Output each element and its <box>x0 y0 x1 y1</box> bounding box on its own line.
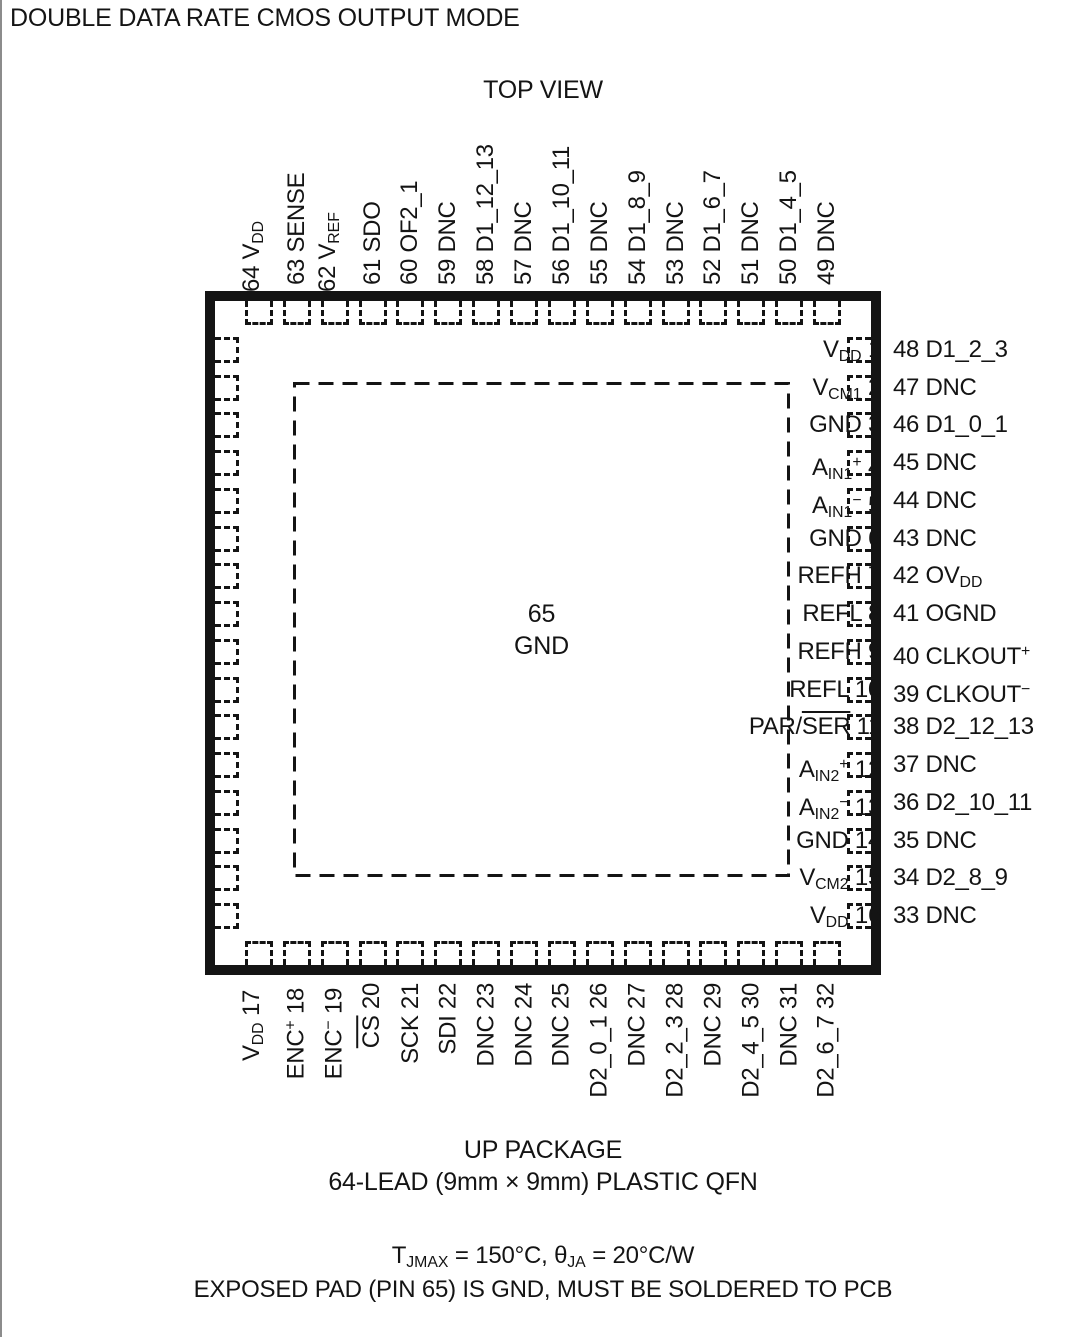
center-pin-number: 65 <box>527 599 556 628</box>
thermal-note: $T_{JMAX} = 150^\circ C$, $\theta_{JA} = 20^\circ C/W$ <box>391 1242 695 1271</box>
label-pin-53: 53 DNC <box>661 201 689 285</box>
label-pin-55: 55 DNC <box>585 201 613 285</box>
pad-pin-39 <box>847 677 871 703</box>
pad-pin-33 <box>847 903 871 929</box>
label-pin-26: D2_0_1 26 <box>585 983 613 1098</box>
pad-pin-60 <box>396 301 424 325</box>
pad-pin-47 <box>847 375 871 401</box>
label-pin-34: 34 D2_8_9 <box>893 864 1008 892</box>
pad-pin-27 <box>624 941 652 965</box>
pad-pin-5 <box>215 488 239 514</box>
pad-pin-31 <box>775 941 803 965</box>
label-pin-9: REFH 9 <box>797 637 881 665</box>
label-pin-46: 46 D1_0_1 <box>893 411 1008 439</box>
label-pin-44: 44 DNC <box>893 486 977 514</box>
pad-pin-55 <box>586 301 614 325</box>
pad-pin-25 <box>548 941 576 965</box>
label-pin-61: 61 SDO <box>358 201 386 285</box>
pad-pin-42 <box>847 563 871 589</box>
page-edge-line <box>0 0 2 1337</box>
label-pin-3: GND 3 <box>809 411 881 439</box>
pad-pin-26 <box>586 941 614 965</box>
pad-pin-45 <box>847 450 871 476</box>
pad-pin-4 <box>215 450 239 476</box>
pad-pin-61 <box>359 301 387 325</box>
label-pin-20: $\overline{CS}$ 20 <box>358 983 386 1049</box>
pad-pin-43 <box>847 526 871 552</box>
pad-pin-10 <box>215 677 239 703</box>
label-pin-57: 57 DNC <box>510 201 538 285</box>
center-pin-name: GND <box>514 631 569 660</box>
pad-pin-36 <box>847 790 871 816</box>
pad-pin-64 <box>245 301 273 325</box>
label-pin-31: DNC 31 <box>775 983 803 1067</box>
label-pin-14: GND 14 <box>796 826 881 854</box>
pad-pin-30 <box>737 941 765 965</box>
label-pin-38: 38 D2_12_13 <box>893 713 1034 741</box>
label-pin-25: DNC 25 <box>547 983 575 1067</box>
pad-pin-11 <box>215 714 239 740</box>
pad-pin-41 <box>847 601 871 627</box>
label-pin-54: 54 D1_8_9 <box>623 170 651 285</box>
label-pin-5: $A_{IN1}^-$ 5 <box>811 491 881 521</box>
label-pin-32: D2_6_7 32 <box>813 983 841 1098</box>
label-pin-64: 64 $V_{DD}$ <box>238 220 267 292</box>
pad-pin-59 <box>434 301 462 325</box>
pad-pin-54 <box>624 301 652 325</box>
label-pin-30: D2_4_5 30 <box>737 983 765 1098</box>
pad-pin-29 <box>699 941 727 965</box>
pad-pin-3 <box>215 412 239 438</box>
pad-pin-14 <box>215 828 239 854</box>
label-pin-10: REFL 10 <box>789 675 881 703</box>
pad-pin-46 <box>847 412 871 438</box>
label-pin-16: $V_{DD}$ 16 <box>809 901 881 931</box>
label-pin-56: 56 D1_10_11 <box>547 145 575 285</box>
label-pin-4: $A_{IN1}^+$ 4 <box>811 454 881 484</box>
pad-pin-16 <box>215 903 239 929</box>
pad-pin-34 <box>847 865 871 891</box>
label-pin-42: 42 $OV_{DD}$ <box>893 562 983 592</box>
pad-pin-52 <box>699 301 727 325</box>
pad-pin-57 <box>510 301 538 325</box>
exposed-pad-label <box>293 382 790 877</box>
exposed-pad-note: EXPOSED PAD (PIN 65) IS GND, MUST BE SOLDERED TO PCB <box>193 1276 893 1303</box>
pad-pin-53 <box>662 301 690 325</box>
label-pin-45: 45 DNC <box>893 449 977 477</box>
pad-pin-7 <box>215 563 239 589</box>
pad-pin-32 <box>813 941 841 965</box>
pad-pin-49 <box>813 301 841 325</box>
pad-pin-23 <box>472 941 500 965</box>
label-pin-51: 51 DNC <box>737 201 765 285</box>
pad-pin-62 <box>321 301 349 325</box>
label-pin-36: 36 D2_10_11 <box>893 788 1033 816</box>
label-pin-52: 52 D1_6_7 <box>699 170 727 285</box>
label-pin-39: 39 CLKOUT− <box>893 680 1031 708</box>
pad-pin-28 <box>662 941 690 965</box>
pad-pin-18 <box>283 941 311 965</box>
pad-pin-38 <box>847 714 871 740</box>
pad-pin-12 <box>215 752 239 778</box>
pad-pin-15 <box>215 865 239 891</box>
pad-pin-35 <box>847 828 871 854</box>
label-pin-17: $V_{DD}$ 17 <box>238 989 267 1062</box>
pad-pin-37 <box>847 752 871 778</box>
pad-pin-13 <box>215 790 239 816</box>
figure-title: DOUBLE DATA RATE CMOS OUTPUT MODE <box>10 4 520 32</box>
label-pin-12: $A_{IN2}^+$ 12 <box>798 755 881 785</box>
label-pin-37: 37 DNC <box>893 751 977 779</box>
pad-pin-9 <box>215 639 239 665</box>
label-pin-15: $V_{CM2}$ 15 <box>799 864 881 894</box>
pad-pin-44 <box>847 488 871 514</box>
label-pin-22: SDI 22 <box>434 983 462 1055</box>
label-pin-18: ENC+ 18 <box>282 987 310 1080</box>
label-pin-29: DNC 29 <box>699 983 727 1067</box>
label-pin-19: ENC− 19 <box>320 987 348 1080</box>
label-pin-1: $V_{DD}$ 1 <box>822 336 881 365</box>
label-pin-2: $V_{CM1}$ 2 <box>812 373 881 403</box>
label-pin-63: 63 SENSE <box>282 172 310 285</box>
label-pin-24: DNC 24 <box>510 983 538 1067</box>
label-pin-60: 60 OF2_1 <box>396 180 424 285</box>
label-pin-49: 49 DNC <box>813 201 840 285</box>
label-pin-47: 47 DNC <box>893 373 977 401</box>
package-name-line2: 64-LEAD (9mm × 9mm) PLASTIC QFN <box>328 1168 758 1196</box>
label-pin-59: 59 DNC <box>434 201 462 285</box>
pad-pin-48 <box>847 337 871 363</box>
label-pin-58: 58 D1_12_13 <box>472 144 500 285</box>
pad-pin-40 <box>847 639 871 665</box>
pad-pin-20 <box>359 941 387 965</box>
label-pin-23: DNC 23 <box>472 983 500 1067</box>
pad-pin-56 <box>548 301 576 325</box>
pad-pin-21 <box>396 941 424 965</box>
label-pin-7: REFH 7 <box>797 562 881 590</box>
pad-pin-50 <box>775 301 803 325</box>
pad-pin-51 <box>737 301 765 325</box>
label-pin-8: REFL 8 <box>802 600 881 628</box>
label-pin-33: 33 DNC <box>893 901 977 929</box>
pad-pin-63 <box>283 301 311 325</box>
label-pin-21: SCK 21 <box>396 983 424 1064</box>
pad-pin-6 <box>215 526 239 552</box>
pad-pin-17 <box>245 941 273 965</box>
label-pin-28: D2_2_3 28 <box>661 983 689 1098</box>
top-view-label: TOP VIEW <box>483 76 603 104</box>
package-name-line1: UP PACKAGE <box>463 1136 623 1164</box>
label-pin-50: 50 D1_4_5 <box>775 170 803 285</box>
label-pin-6: GND 6 <box>809 524 881 552</box>
pad-pin-19 <box>321 941 349 965</box>
pad-pin-2 <box>215 375 239 401</box>
pad-pin-1 <box>215 337 239 363</box>
label-pin-27: DNC 27 <box>623 983 651 1067</box>
label-pin-43: 43 DNC <box>893 524 977 552</box>
label-pin-11: PAR/$\overline{SER}$ 11 <box>748 713 881 741</box>
pad-pin-58 <box>472 301 500 325</box>
label-pin-62: 62 $V_{REF}$ <box>313 212 343 292</box>
label-pin-48: 48 D1_2_3 <box>893 336 1008 363</box>
qfn-package-outline <box>205 291 881 975</box>
pad-pin-22 <box>434 941 462 965</box>
label-pin-13: $A_{IN2}^-$ 13 <box>798 793 881 823</box>
pad-pin-8 <box>215 601 239 627</box>
pad-pin-24 <box>510 941 538 965</box>
label-pin-40: 40 CLKOUT+ <box>893 642 1031 670</box>
label-pin-35: 35 DNC <box>893 826 977 854</box>
label-pin-41: 41 OGND <box>893 600 997 628</box>
